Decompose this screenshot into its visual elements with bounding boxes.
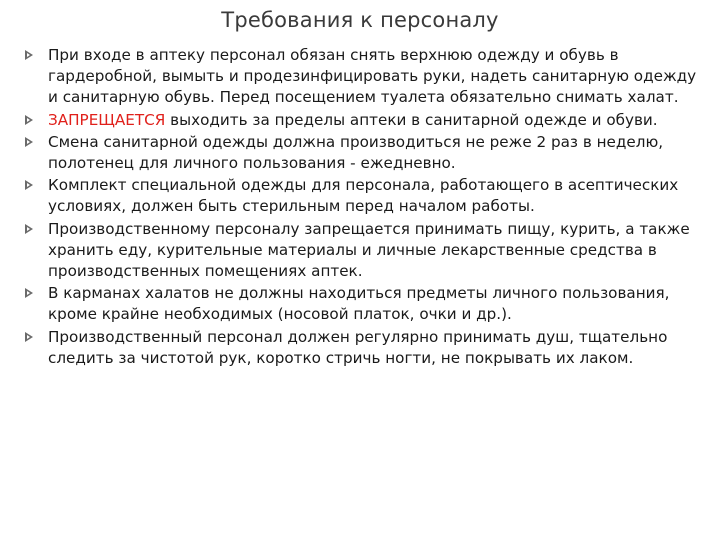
bullet-highlight: ЗАПРЕЩАЕТСЯ: [48, 110, 166, 129]
triangle-bullet-icon: [25, 50, 33, 60]
bullet-text: Производственный персонал должен регулярно принимать душ, тщательно следить за чистотой рук, коротко стричь ногти, не покрывать их лаком.: [48, 327, 668, 367]
bullet-text: В карманах халатов не должны находиться предметы личного пользования, кроме крайне необходимых (носовой платок, очки и др.).: [48, 284, 670, 324]
bullet-item-2: [24, 110, 708, 131]
bullet-item-5: [24, 219, 708, 283]
triangle-bullet-icon: [25, 224, 33, 234]
bullet-text: Комплект специальной одежды для персонала, работающего в асептических условиях, должен быть стерильным перед началом работы.: [48, 176, 679, 216]
triangle-bullet-icon: [25, 288, 33, 298]
triangle-bullet-icon: [25, 137, 33, 147]
triangle-bullet-icon: [25, 332, 33, 342]
triangle-bullet-icon: [25, 180, 33, 190]
bullet-text: Производственному персоналу запрещается принимать пищу, курить, а также хранить еду, курительные материалы и личные лекарственные средства в производственных помещениях аптек.: [48, 219, 690, 281]
bullet-item-4: [24, 175, 708, 217]
triangle-bullet-icon: [25, 115, 33, 125]
bullet-item-6: [24, 283, 708, 325]
bullet-list: [24, 45, 708, 370]
bullet-item-3: [24, 132, 708, 174]
bullet-text: выходить за пределы аптеки в санитарной одежде и обуви.: [165, 110, 658, 129]
bullet-item-7: [24, 327, 708, 369]
bullet-text: При входе в аптеку персонал обязан снять верхнюю одежду и обувь в гардеробной, вымыть и продезинфицировать руки, надеть санитарную одежду и санитарную обувь. Перед посещением туалета обязательно снимать халат.: [48, 46, 697, 107]
slide-title: Требования к персоналу: [221, 8, 499, 32]
bullet-text: Смена санитарной одежды должна производиться не реже 2 раз в неделю, полотенец для личного пользования - ежедневно.: [48, 132, 664, 173]
bullet-item-1: [24, 45, 708, 109]
